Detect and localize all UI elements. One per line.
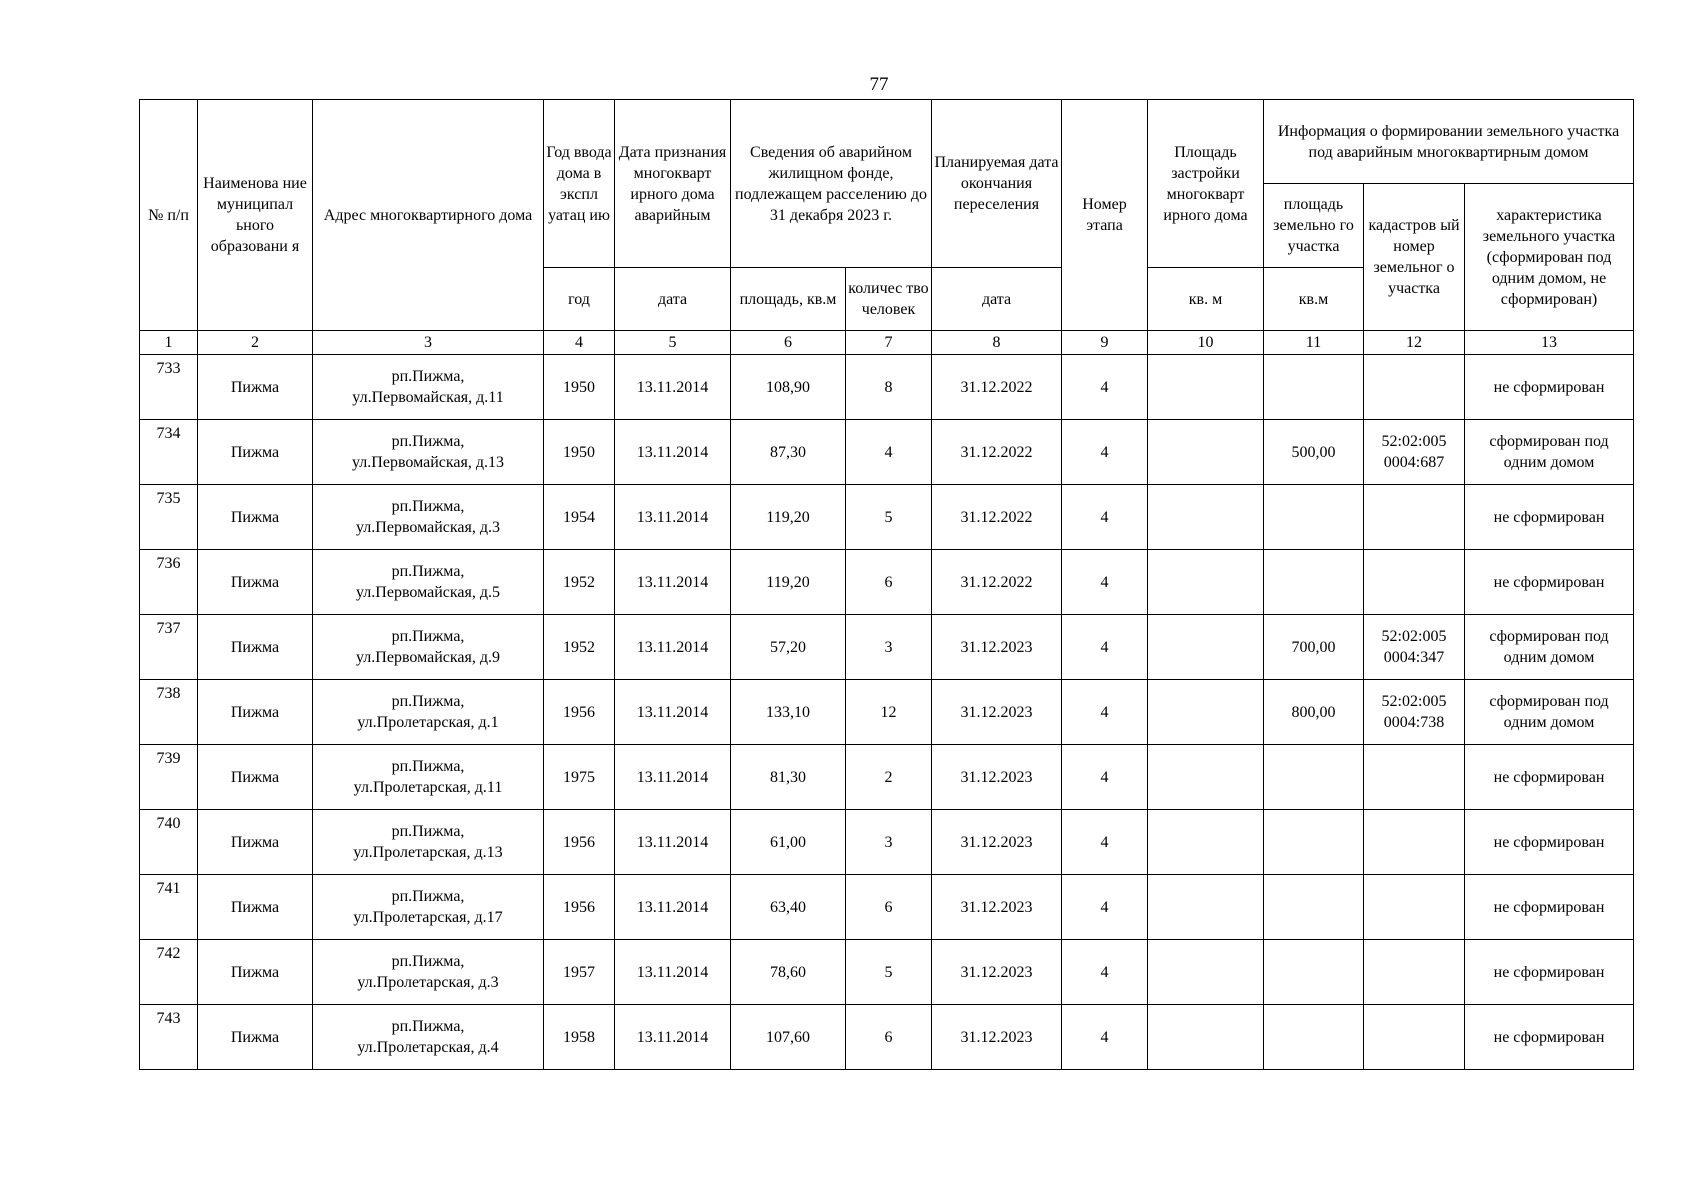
row-stage: 4 xyxy=(1062,355,1148,420)
row-municipality: Пижма xyxy=(198,355,313,420)
status-line-1: не сформирован xyxy=(1493,573,1605,591)
address-line-2: ул.Первомайская, д.3 xyxy=(356,519,500,536)
row-land-status xyxy=(1465,485,1634,550)
row-area: 81,30 xyxy=(731,745,846,810)
row-recognition-date: 13.11.2014 xyxy=(615,615,731,680)
row-address xyxy=(313,485,544,550)
table-row xyxy=(140,550,1634,615)
row-address xyxy=(313,420,544,485)
row-land-status xyxy=(1465,810,1634,875)
row-people: 2 xyxy=(846,745,932,810)
row-planned-end: 31.12.2023 xyxy=(932,875,1062,940)
unit-date: дата xyxy=(615,268,731,331)
table-row xyxy=(140,810,1634,875)
status-line-1: сформирован под xyxy=(1489,693,1609,710)
row-stage: 4 xyxy=(1062,940,1148,1005)
row-address xyxy=(313,810,544,875)
cadastral-line-2: 0004:738 xyxy=(1383,714,1445,731)
row-land-status xyxy=(1465,680,1634,745)
row-municipality: Пижма xyxy=(198,680,313,745)
status-line-1: сформирован под xyxy=(1489,628,1609,645)
row-built-area xyxy=(1148,680,1264,745)
address-line-2: ул.Первомайская, д.13 xyxy=(352,454,504,471)
header-land-char: характеристика земельного участка (сформирован под одним домом, не сформирован) xyxy=(1465,184,1634,331)
row-land-status xyxy=(1465,615,1634,680)
header-municipality: Наименова ние муниципал ьного образовани я xyxy=(198,100,313,331)
column-number: 1 xyxy=(140,331,198,355)
row-recognition-date: 13.11.2014 xyxy=(615,940,731,1005)
row-num: 740 xyxy=(140,810,198,875)
row-people: 6 xyxy=(846,550,932,615)
table-row xyxy=(140,745,1634,810)
header-emergency-fund: Сведения об аварийном жилищном фонде, подлежащем расселению до 31 декабря 2023 г. xyxy=(731,100,932,268)
row-land-status xyxy=(1465,940,1634,1005)
row-num: 733 xyxy=(140,355,198,420)
row-land-area: 500,00 xyxy=(1264,420,1364,485)
row-num: 743 xyxy=(140,1005,198,1070)
row-area: 78,60 xyxy=(731,940,846,1005)
header-recognition-date: Дата признания многокварт ирного дома аварийным xyxy=(615,100,731,268)
row-area: 107,60 xyxy=(731,1005,846,1070)
column-number: 9 xyxy=(1062,331,1148,355)
table-row xyxy=(140,1005,1634,1070)
row-people: 5 xyxy=(846,940,932,1005)
row-area: 119,20 xyxy=(731,485,846,550)
row-stage: 4 xyxy=(1062,745,1148,810)
row-planned-end: 31.12.2023 xyxy=(932,615,1062,680)
row-people: 3 xyxy=(846,810,932,875)
row-year: 1950 xyxy=(544,420,615,485)
row-built-area xyxy=(1148,940,1264,1005)
row-stage: 4 xyxy=(1062,680,1148,745)
row-address xyxy=(313,680,544,745)
table-row xyxy=(140,680,1634,745)
unit-year: год xyxy=(544,268,615,331)
address-line-2: ул.Первомайская, д.11 xyxy=(352,389,504,406)
unit-date2: дата xyxy=(932,268,1062,331)
address-line-1: рп.Пижма, xyxy=(391,628,465,645)
row-recognition-date: 13.11.2014 xyxy=(615,1005,731,1070)
row-people: 4 xyxy=(846,420,932,485)
row-year: 1956 xyxy=(544,680,615,745)
address-line-2: ул.Пролетарская, д.1 xyxy=(357,714,499,731)
header-address: Адрес многоквартирного дома xyxy=(313,100,544,331)
row-area: 61,00 xyxy=(731,810,846,875)
row-municipality: Пижма xyxy=(198,420,313,485)
cadastral-line-1: 52:02:005 xyxy=(1381,433,1447,450)
row-recognition-date: 13.11.2014 xyxy=(615,810,731,875)
row-people: 6 xyxy=(846,1005,932,1070)
row-built-area xyxy=(1148,420,1264,485)
row-planned-end: 31.12.2023 xyxy=(932,745,1062,810)
header-planned-end: Планируемая дата окончания переселения xyxy=(932,100,1062,268)
row-num: 742 xyxy=(140,940,198,1005)
row-planned-end: 31.12.2023 xyxy=(932,680,1062,745)
row-people: 5 xyxy=(846,485,932,550)
row-address xyxy=(313,355,544,420)
row-planned-end: 31.12.2023 xyxy=(932,1005,1062,1070)
row-municipality: Пижма xyxy=(198,615,313,680)
emergency-housing-table xyxy=(139,99,1634,1070)
address-line-1: рп.Пижма, xyxy=(391,693,465,710)
row-area: 87,30 xyxy=(731,420,846,485)
table-row xyxy=(140,875,1634,940)
row-land-area xyxy=(1264,355,1364,420)
column-number: 12 xyxy=(1364,331,1465,355)
status-line-1: не сформирован xyxy=(1493,963,1605,981)
row-stage: 4 xyxy=(1062,485,1148,550)
row-address xyxy=(313,745,544,810)
unit-area: площадь, кв.м xyxy=(731,268,846,331)
row-cadastral xyxy=(1364,810,1465,875)
address-line-2: ул.Пролетарская, д.11 xyxy=(353,779,503,796)
row-address xyxy=(313,940,544,1005)
header-year-commission: Год ввода дома в экспл уатац ию xyxy=(544,100,615,268)
row-built-area xyxy=(1148,745,1264,810)
row-stage: 4 xyxy=(1062,420,1148,485)
status-line-1: не сформирован xyxy=(1493,898,1605,916)
row-municipality: Пижма xyxy=(198,875,313,940)
row-num: 737 xyxy=(140,615,198,680)
header-num: № п/п xyxy=(140,100,198,331)
column-number: 8 xyxy=(932,331,1062,355)
row-year: 1952 xyxy=(544,550,615,615)
status-line-1: не сформирован xyxy=(1493,378,1605,396)
row-recognition-date: 13.11.2014 xyxy=(615,485,731,550)
unit-people: количес тво человек xyxy=(846,268,932,331)
row-address xyxy=(313,875,544,940)
header-cadastral: кадастров ый номер земельног о участка xyxy=(1364,184,1465,331)
row-recognition-date: 13.11.2014 xyxy=(615,355,731,420)
row-address xyxy=(313,550,544,615)
row-cadastral xyxy=(1364,420,1465,485)
row-year: 1956 xyxy=(544,810,615,875)
row-municipality: Пижма xyxy=(198,745,313,810)
address-line-1: рп.Пижма, xyxy=(391,563,465,580)
address-line-1: рп.Пижма, xyxy=(391,433,465,450)
cadastral-line-1: 52:02:005 xyxy=(1381,693,1447,710)
header-stage: Номер этапа xyxy=(1062,100,1148,331)
row-num: 736 xyxy=(140,550,198,615)
row-year: 1950 xyxy=(544,355,615,420)
row-land-status xyxy=(1465,1005,1634,1070)
row-year: 1954 xyxy=(544,485,615,550)
column-number: 10 xyxy=(1148,331,1264,355)
header-land-info: Информация о формировании земельного участка под аварийным многоквартирным домом xyxy=(1264,100,1634,184)
row-land-area xyxy=(1264,940,1364,1005)
row-built-area xyxy=(1148,485,1264,550)
row-cadastral xyxy=(1364,355,1465,420)
row-area: 63,40 xyxy=(731,875,846,940)
row-built-area xyxy=(1148,1005,1264,1070)
status-line-2: одним домом xyxy=(1503,714,1595,731)
column-number: 11 xyxy=(1264,331,1364,355)
row-land-status xyxy=(1465,420,1634,485)
row-year: 1952 xyxy=(544,615,615,680)
row-people: 8 xyxy=(846,355,932,420)
table-row xyxy=(140,420,1634,485)
column-number: 4 xyxy=(544,331,615,355)
row-municipality: Пижма xyxy=(198,810,313,875)
row-cadastral xyxy=(1364,745,1465,810)
address-line-1: рп.Пижма, xyxy=(391,758,465,775)
row-recognition-date: 13.11.2014 xyxy=(615,420,731,485)
row-address xyxy=(313,615,544,680)
row-cadastral xyxy=(1364,680,1465,745)
row-year: 1975 xyxy=(544,745,615,810)
row-year: 1957 xyxy=(544,940,615,1005)
row-cadastral xyxy=(1364,1005,1465,1070)
column-number: 6 xyxy=(731,331,846,355)
row-land-area xyxy=(1264,550,1364,615)
page-number: 77 xyxy=(869,74,889,95)
row-land-status xyxy=(1465,875,1634,940)
status-line-2: одним домом xyxy=(1503,649,1595,666)
unit-land-area: кв.м xyxy=(1264,268,1364,331)
row-municipality: Пижма xyxy=(198,1005,313,1070)
row-built-area xyxy=(1148,615,1264,680)
cadastral-line-2: 0004:347 xyxy=(1383,649,1445,666)
row-people: 6 xyxy=(846,875,932,940)
cadastral-line-1: 52:02:005 xyxy=(1381,628,1447,645)
row-cadastral xyxy=(1364,615,1465,680)
status-line-1: не сформирован xyxy=(1493,768,1605,786)
column-number: 13 xyxy=(1465,331,1634,355)
row-land-area xyxy=(1264,875,1364,940)
column-number: 2 xyxy=(198,331,313,355)
unit-built-area: кв. м xyxy=(1148,268,1264,331)
address-line-2: ул.Пролетарская, д.17 xyxy=(353,909,503,926)
row-planned-end: 31.12.2023 xyxy=(932,810,1062,875)
row-recognition-date: 13.11.2014 xyxy=(615,875,731,940)
row-recognition-date: 13.11.2014 xyxy=(615,745,731,810)
row-area: 133,10 xyxy=(731,680,846,745)
row-land-area xyxy=(1264,485,1364,550)
row-built-area xyxy=(1148,355,1264,420)
row-cadastral xyxy=(1364,485,1465,550)
row-num: 735 xyxy=(140,485,198,550)
row-planned-end: 31.12.2023 xyxy=(932,940,1062,1005)
address-line-2: ул.Пролетарская, д.13 xyxy=(353,844,503,861)
row-area: 57,20 xyxy=(731,615,846,680)
header-built-area: Площадь застройки многокварт ирного дома xyxy=(1148,100,1264,268)
row-recognition-date: 13.11.2014 xyxy=(615,550,731,615)
row-land-status xyxy=(1465,355,1634,420)
address-line-1: рп.Пижма, xyxy=(391,953,465,970)
row-year: 1956 xyxy=(544,875,615,940)
row-stage: 4 xyxy=(1062,1005,1148,1070)
address-line-2: ул.Первомайская, д.5 xyxy=(356,584,500,601)
row-planned-end: 31.12.2022 xyxy=(932,485,1062,550)
row-cadastral xyxy=(1364,550,1465,615)
table-row xyxy=(140,485,1634,550)
table-row xyxy=(140,355,1634,420)
status-line-1: не сформирован xyxy=(1493,508,1605,526)
row-built-area xyxy=(1148,875,1264,940)
row-area: 108,90 xyxy=(731,355,846,420)
address-line-1: рп.Пижма, xyxy=(391,498,465,515)
column-number: 5 xyxy=(615,331,731,355)
row-municipality: Пижма xyxy=(198,940,313,1005)
address-line-1: рп.Пижма, xyxy=(391,888,465,905)
row-stage: 4 xyxy=(1062,810,1148,875)
row-people: 12 xyxy=(846,680,932,745)
row-year: 1958 xyxy=(544,1005,615,1070)
row-built-area xyxy=(1148,550,1264,615)
address-line-1: рп.Пижма, xyxy=(391,368,465,385)
row-land-status xyxy=(1465,550,1634,615)
address-line-2: ул.Первомайская, д.9 xyxy=(356,649,500,666)
row-address xyxy=(313,1005,544,1070)
row-land-area: 700,00 xyxy=(1264,615,1364,680)
address-line-1: рп.Пижма, xyxy=(391,1018,465,1035)
row-municipality: Пижма xyxy=(198,550,313,615)
table-row xyxy=(140,940,1634,1005)
row-num: 741 xyxy=(140,875,198,940)
row-stage: 4 xyxy=(1062,550,1148,615)
row-land-area xyxy=(1264,1005,1364,1070)
row-land-area xyxy=(1264,745,1364,810)
address-line-1: рп.Пижма, xyxy=(391,823,465,840)
row-num: 739 xyxy=(140,745,198,810)
row-planned-end: 31.12.2022 xyxy=(932,550,1062,615)
row-planned-end: 31.12.2022 xyxy=(932,420,1062,485)
cadastral-line-2: 0004:687 xyxy=(1383,454,1445,471)
row-municipality: Пижма xyxy=(198,485,313,550)
row-num: 734 xyxy=(140,420,198,485)
status-line-1: сформирован под xyxy=(1489,433,1609,450)
address-line-2: ул.Пролетарская, д.4 xyxy=(357,1039,499,1056)
row-stage: 4 xyxy=(1062,615,1148,680)
column-number: 3 xyxy=(313,331,544,355)
table-row xyxy=(140,615,1634,680)
row-people: 3 xyxy=(846,615,932,680)
column-number: 7 xyxy=(846,331,932,355)
row-cadastral xyxy=(1364,940,1465,1005)
row-built-area xyxy=(1148,810,1264,875)
column-numbers-row xyxy=(140,331,1634,355)
address-line-2: ул.Пролетарская, д.3 xyxy=(357,974,499,991)
header-land-area: площадь земельно го участка xyxy=(1264,184,1364,268)
row-cadastral xyxy=(1364,875,1465,940)
row-num: 738 xyxy=(140,680,198,745)
row-land-status xyxy=(1465,745,1634,810)
row-stage: 4 xyxy=(1062,875,1148,940)
row-planned-end: 31.12.2022 xyxy=(932,355,1062,420)
row-land-area: 800,00 xyxy=(1264,680,1364,745)
status-line-1: не сформирован xyxy=(1493,1028,1605,1046)
row-area: 119,20 xyxy=(731,550,846,615)
row-land-area xyxy=(1264,810,1364,875)
status-line-1: не сформирован xyxy=(1493,833,1605,851)
row-recognition-date: 13.11.2014 xyxy=(615,680,731,745)
status-line-2: одним домом xyxy=(1503,454,1595,471)
